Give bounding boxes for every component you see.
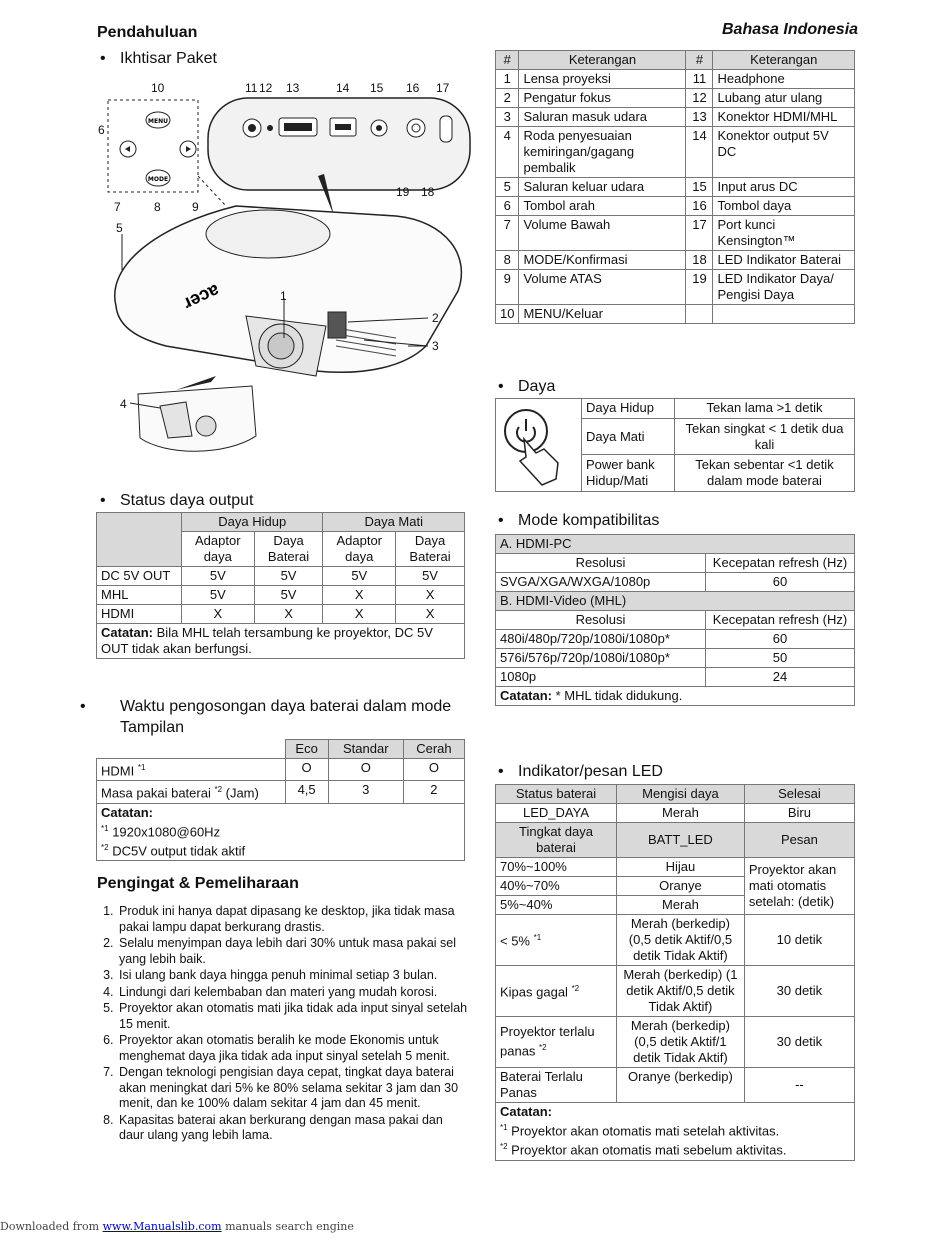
footer xyxy=(0,1220,354,1233)
part-number: 1 xyxy=(496,70,519,89)
keypad-menu-label: MENU xyxy=(148,118,168,125)
footnote-marker: *2 xyxy=(500,1142,508,1152)
output-row xyxy=(97,567,465,586)
resolution: 1080p xyxy=(496,668,706,687)
part-description: Tombol arah xyxy=(519,197,686,216)
care-list-container xyxy=(97,904,469,1145)
care-title: Pengingat & Pemeliharaan xyxy=(97,875,299,892)
refresh-rate: 24 xyxy=(706,668,855,687)
care-item: 4. Lindungi dari kelembaban dan materi yang mudah korosi. xyxy=(117,985,469,1001)
compat-note-row xyxy=(496,687,855,706)
compat-header xyxy=(496,554,855,573)
manualslib-link[interactable]: www.Manualslib.com xyxy=(102,1220,222,1233)
part-number: 17 xyxy=(686,216,713,251)
output-value: X xyxy=(323,605,396,624)
output-value: 5V xyxy=(254,567,323,586)
battery-value: 2 xyxy=(403,781,464,803)
led-col-header: Status baterai xyxy=(496,785,617,804)
parts-table-header xyxy=(496,51,855,70)
col-num: # xyxy=(686,51,713,70)
power-button-illustration xyxy=(495,398,582,492)
footnote-marker: *2 xyxy=(571,984,580,994)
refresh-rate: 60 xyxy=(706,630,855,649)
battery-row-label xyxy=(97,781,286,803)
part-number: 7 xyxy=(496,216,519,251)
parts-row xyxy=(496,89,855,108)
compat-table xyxy=(495,534,855,706)
battery-row xyxy=(97,759,465,781)
part-number: 16 xyxy=(686,197,713,216)
part-description: Saluran masuk udara xyxy=(519,108,686,127)
led-notes-row xyxy=(496,1103,855,1161)
package-overview-heading: • Ikhtisar Paket xyxy=(100,50,217,68)
col-resolution: Resolusi xyxy=(496,554,706,573)
group-power-on: Daya Hidup xyxy=(182,513,323,532)
event-label-text: Proyektor terlalu panas xyxy=(500,1024,595,1059)
projector-illustration xyxy=(96,76,486,476)
part-number: 14 xyxy=(686,127,713,178)
row-label-unit: (Jam) xyxy=(222,785,259,801)
mode-eco: Eco xyxy=(285,740,328,759)
footnote-marker: *1 xyxy=(500,1123,508,1132)
power-table xyxy=(581,398,855,492)
part-number: 3 xyxy=(496,108,519,127)
compat-section-label: A. HDMI-PC xyxy=(496,535,855,554)
event-led-state: Merah (berkedip) (1 detik Aktif/0,5 detik Tidak Aktif) xyxy=(617,966,745,1017)
language-label: Bahasa Indonesia xyxy=(722,21,859,38)
brand-logo: acer xyxy=(180,280,223,315)
event-label xyxy=(496,1068,617,1103)
led-note-text: Proyektor akan otomatis mati setelah aktivitas. xyxy=(507,1123,780,1139)
resolution: SVGA/XGA/WXGA/1080p xyxy=(496,573,706,592)
compat-row xyxy=(496,668,855,687)
output-row xyxy=(97,586,465,605)
footnote-marker: *1 xyxy=(137,763,146,772)
battery-value: O xyxy=(285,759,328,781)
callout-16: 16 xyxy=(406,81,420,95)
resolution: 576i/576p/720p/1080i/1080p* xyxy=(496,649,706,668)
callout-14: 14 xyxy=(336,81,350,95)
led-event-row xyxy=(496,915,855,966)
power-instruction: Tekan singkat < 1 detik dua kali xyxy=(675,418,855,455)
col-refresh: Kecepatan refresh (Hz) xyxy=(706,611,855,630)
parts-row xyxy=(496,216,855,251)
part-description: Tombol daya xyxy=(713,197,855,216)
battery-row xyxy=(97,781,465,803)
part-number: 8 xyxy=(496,251,519,270)
part-description: Volume ATAS xyxy=(519,270,686,305)
footer-prefix: Downloaded from xyxy=(0,1220,100,1233)
resolution: 480i/480p/720p/1080i/1080p* xyxy=(496,630,706,649)
part-description: Konektor output 5V DC xyxy=(713,127,855,178)
callout-2: 2 xyxy=(432,311,439,325)
part-description: MODE/Konfirmasi xyxy=(519,251,686,270)
parts-table xyxy=(495,50,855,324)
parts-row xyxy=(496,305,855,324)
battery-level: 5%~40% xyxy=(496,896,617,915)
power-heading: • Daya xyxy=(498,378,555,396)
corner-cell xyxy=(97,740,286,759)
led-col-header: Selesai xyxy=(744,785,854,804)
event-led-state: Merah (berkedip) (0,5 detik Aktif/0,5 detik Tidak Aktif) xyxy=(617,915,745,966)
footnote-marker: *2 xyxy=(214,785,223,795)
led-notes: Catatan: $^{*1}$ Proyektor akan otomatis mati setelah aktivitas. $^{*2}$ Proyektor akan otomatis mati sebelum aktivitas. xyxy=(496,1103,855,1161)
power-action: Power bank Hidup/Mati xyxy=(582,455,675,492)
callout-12: 12 xyxy=(259,81,273,95)
part-number: 15 xyxy=(686,178,713,197)
callout-8: 8 xyxy=(154,200,161,214)
group-power-off: Daya Mati xyxy=(323,513,465,532)
battery-time-notes: Catatan: $^{*1}$ 1920x1080@60Hz $^{*2}$ DC5V output tidak aktif xyxy=(97,803,465,861)
batt-led-color: Hijau xyxy=(617,858,745,877)
output-port: DC 5V OUT xyxy=(97,567,182,586)
part-description: Lensa proyeksi xyxy=(519,70,686,89)
care-item: 8. Kapasitas baterai akan berkurang dengan masa pakai dan daur ulang yang lebih lama. xyxy=(117,1113,469,1144)
callout-10: 10 xyxy=(151,81,165,95)
parts-row xyxy=(496,70,855,89)
event-shutdown-time: 30 detik xyxy=(744,1017,854,1068)
part-number: 11 xyxy=(686,70,713,89)
compat-row xyxy=(496,630,855,649)
part-description: LED Indikator Daya/ Pengisi Daya xyxy=(713,270,855,305)
parts-table-body xyxy=(496,70,855,324)
parts-row xyxy=(496,178,855,197)
row-label-text: Masa pakai baterai xyxy=(101,785,215,801)
power-icon xyxy=(496,399,582,491)
compat-header xyxy=(496,611,855,630)
mode-bright: Cerah xyxy=(403,740,464,759)
part-number: 10 xyxy=(496,305,519,324)
callout-4: 4 xyxy=(120,397,127,411)
output-value: X xyxy=(323,586,396,605)
callout-1: 1 xyxy=(280,289,287,303)
care-item: 1. Produk ini hanya dapat dipasang ke desktop, jika tidak masa pakai lampu dapat berkurang drastis. xyxy=(117,904,469,935)
sub-header: Daya Baterai xyxy=(396,532,465,567)
part-number: 18 xyxy=(686,251,713,270)
parts-row xyxy=(496,270,855,305)
part-description: MENU/Keluar xyxy=(519,305,686,324)
col-num: # xyxy=(496,51,519,70)
output-value: 5V xyxy=(323,567,396,586)
battery-row-label xyxy=(97,759,286,781)
mode-standard: Standar xyxy=(328,740,403,759)
led-col-header: Tingkat daya baterai xyxy=(496,823,617,858)
care-item: 7. Dengan teknologi pengisian daya cepat, tingkat daya baterai akan meningkat dari 5% ke 80% selama sekitar 3 jam dan 30 menit, dan ke 100% dalam sekitar 4 jam dan 45 menit. xyxy=(117,1065,469,1112)
led-col-header: Mengisi daya xyxy=(617,785,745,804)
compat-section-label: B. HDMI-Video (MHL) xyxy=(496,592,855,611)
care-item: 2. Selalu menyimpan daya lebih dari 30% untuk masa pakai sel yang lebih baik. xyxy=(117,936,469,967)
battery-level: 40%~70% xyxy=(496,877,617,896)
compat-section xyxy=(496,592,855,611)
part-description xyxy=(713,305,855,324)
battery-level: 70%~100% xyxy=(496,858,617,877)
callout-9: 9 xyxy=(192,200,199,214)
callout-18: 18 xyxy=(421,185,435,199)
part-number: 9 xyxy=(496,270,519,305)
compat-note: Catatan: * MHL tidak didukung. xyxy=(496,687,855,706)
led-cell: LED_DAYA xyxy=(496,804,617,823)
output-port: MHL xyxy=(97,586,182,605)
section-title-introduction: Pendahuluan xyxy=(97,24,198,41)
sub-header: Adaptor daya xyxy=(182,532,255,567)
led-note-text: Proyektor akan otomatis mati sebelum aktivitas. xyxy=(507,1142,787,1158)
output-value: X xyxy=(254,605,323,624)
led-header xyxy=(496,785,855,804)
keypad-mode-label: MODE xyxy=(147,176,169,183)
callout-5: 5 xyxy=(116,221,123,235)
col-refresh: Kecepatan refresh (Hz) xyxy=(706,554,855,573)
event-label-text: < 5% xyxy=(500,933,534,949)
parts-row xyxy=(496,197,855,216)
refresh-rate: 60 xyxy=(706,573,855,592)
output-status-table xyxy=(96,512,465,659)
callout-7: 7 xyxy=(114,200,121,214)
care-list xyxy=(97,904,469,1144)
callout-19: 19 xyxy=(396,185,410,199)
parts-row xyxy=(496,127,855,178)
care-item: 5. Proyektor akan otomatis mati jika tidak ada input sinyal setelah 15 menit. xyxy=(117,1001,469,1032)
event-shutdown-time: 30 detik xyxy=(744,966,854,1017)
part-number: 13 xyxy=(686,108,713,127)
output-value: 5V xyxy=(396,567,465,586)
part-number: 19 xyxy=(686,270,713,305)
battery-time-heading: • Waktu pengosongan daya baterai dalam mode Tampilan xyxy=(100,696,480,738)
output-port: HDMI xyxy=(97,605,182,624)
output-value: 5V xyxy=(182,567,255,586)
led-heading: • Indikator/pesan LED xyxy=(498,763,663,781)
compat-row xyxy=(496,573,855,592)
part-description: Roda penyesuaian kemiringan/gagang pembalik xyxy=(519,127,686,178)
callout-3: 3 xyxy=(432,339,439,353)
batt-led-color: Merah xyxy=(617,896,745,915)
row-label-text: HDMI xyxy=(101,763,138,779)
event-label xyxy=(496,1017,617,1068)
event-label xyxy=(496,915,617,966)
battery-value: 4,5 xyxy=(285,781,328,803)
event-led-state: Merah (berkedip) (0,5 detik Aktif/1 detik Tidak Aktif) xyxy=(617,1017,745,1068)
care-item: 3. Isi ulang bank daya hingga penuh minimal setiap 3 bulan. xyxy=(117,968,469,984)
part-description: LED Indikator Baterai xyxy=(713,251,855,270)
compat-heading: • Mode kompatibilitas xyxy=(498,512,659,530)
part-number: 12 xyxy=(686,89,713,108)
parts-row xyxy=(496,251,855,270)
part-description: Pengatur fokus xyxy=(519,89,686,108)
sub-header: Daya Baterai xyxy=(254,532,323,567)
power-instruction: Tekan sebentar <1 detik dalam mode baterai xyxy=(675,455,855,492)
footer-suffix: manuals search engine xyxy=(225,1220,354,1233)
battery-time-table xyxy=(96,739,465,861)
output-status-note: Catatan: Bila MHL telah tersambung ke proyektor, DC 5V OUT tidak akan berfungsi. xyxy=(97,624,465,659)
led-daya-row xyxy=(496,804,855,823)
part-description: Volume Bawah xyxy=(519,216,686,251)
callout-15: 15 xyxy=(370,81,384,95)
output-row xyxy=(97,605,465,624)
part-number: 2 xyxy=(496,89,519,108)
parts-row xyxy=(496,108,855,127)
sub-header: Adaptor daya xyxy=(323,532,396,567)
led-col-header: Pesan xyxy=(744,823,854,858)
power-instruction: Tekan lama >1 detik xyxy=(675,399,855,419)
led-cell: Biru xyxy=(744,804,854,823)
care-item: 6. Proyektor akan otomatis beralih ke mode Ekonomis untuk menghemat daya jika tidak ada input sinyal setelah 5 menit. xyxy=(117,1033,469,1064)
led-event-row xyxy=(496,1068,855,1103)
projector-diagram xyxy=(96,76,486,476)
part-number xyxy=(686,305,713,324)
output-value: X xyxy=(396,586,465,605)
battery-value: O xyxy=(403,759,464,781)
col-desc: Keterangan xyxy=(519,51,686,70)
power-action: Daya Hidup xyxy=(582,399,675,419)
part-number: 4 xyxy=(496,127,519,178)
part-number: 6 xyxy=(496,197,519,216)
power-row xyxy=(582,455,855,492)
part-description: Port kunci Kensington™ xyxy=(713,216,855,251)
part-description: Input arus DC xyxy=(713,178,855,197)
led-level-row xyxy=(496,858,855,877)
footnote-marker: *1 xyxy=(533,933,542,943)
part-description: Lubang atur ulang xyxy=(713,89,855,108)
callout-13: 13 xyxy=(286,81,300,95)
event-led-state: Oranye (berkedip) xyxy=(617,1068,745,1103)
event-label-text: Kipas gagal xyxy=(500,984,572,1000)
output-value: X xyxy=(182,605,255,624)
callout-17: 17 xyxy=(436,81,450,95)
batt-led-color: Oranye xyxy=(617,877,745,896)
event-label-text: Baterai Terlalu Panas xyxy=(500,1069,583,1100)
part-description: Saluran keluar udara xyxy=(519,178,686,197)
part-number: 5 xyxy=(496,178,519,197)
footnote-marker: *2 xyxy=(539,1043,547,1053)
output-status-heading: • Status daya output xyxy=(100,492,253,510)
col-resolution: Resolusi xyxy=(496,611,706,630)
output-value: 5V xyxy=(254,586,323,605)
level-message: Proyektor akan mati otomatis setelah: (detik) xyxy=(744,858,854,915)
event-shutdown-time: -- xyxy=(744,1068,854,1103)
led-event-row xyxy=(496,966,855,1017)
compat-section xyxy=(496,535,855,554)
output-value: 5V xyxy=(182,586,255,605)
event-shutdown-time: 10 detik xyxy=(744,915,854,966)
compat-row xyxy=(496,649,855,668)
led-event-row xyxy=(496,1017,855,1068)
led-col-header: BATT_LED xyxy=(617,823,745,858)
refresh-rate: 50 xyxy=(706,649,855,668)
power-row xyxy=(582,399,855,419)
output-value: X xyxy=(396,605,465,624)
led-level-header xyxy=(496,823,855,858)
power-action: Daya Mati xyxy=(582,418,675,455)
power-row xyxy=(582,418,855,455)
led-table xyxy=(495,784,855,1161)
led-cell: Merah xyxy=(617,804,745,823)
event-label xyxy=(496,966,617,1017)
callout-6: 6 xyxy=(98,123,105,137)
corner-cell xyxy=(97,513,182,567)
part-description: Konektor HDMI/MHL xyxy=(713,108,855,127)
part-description: Headphone xyxy=(713,70,855,89)
battery-value: 3 xyxy=(328,781,403,803)
callout-11: 11 xyxy=(245,81,258,95)
col-desc: Keterangan xyxy=(713,51,855,70)
battery-value: O xyxy=(328,759,403,781)
